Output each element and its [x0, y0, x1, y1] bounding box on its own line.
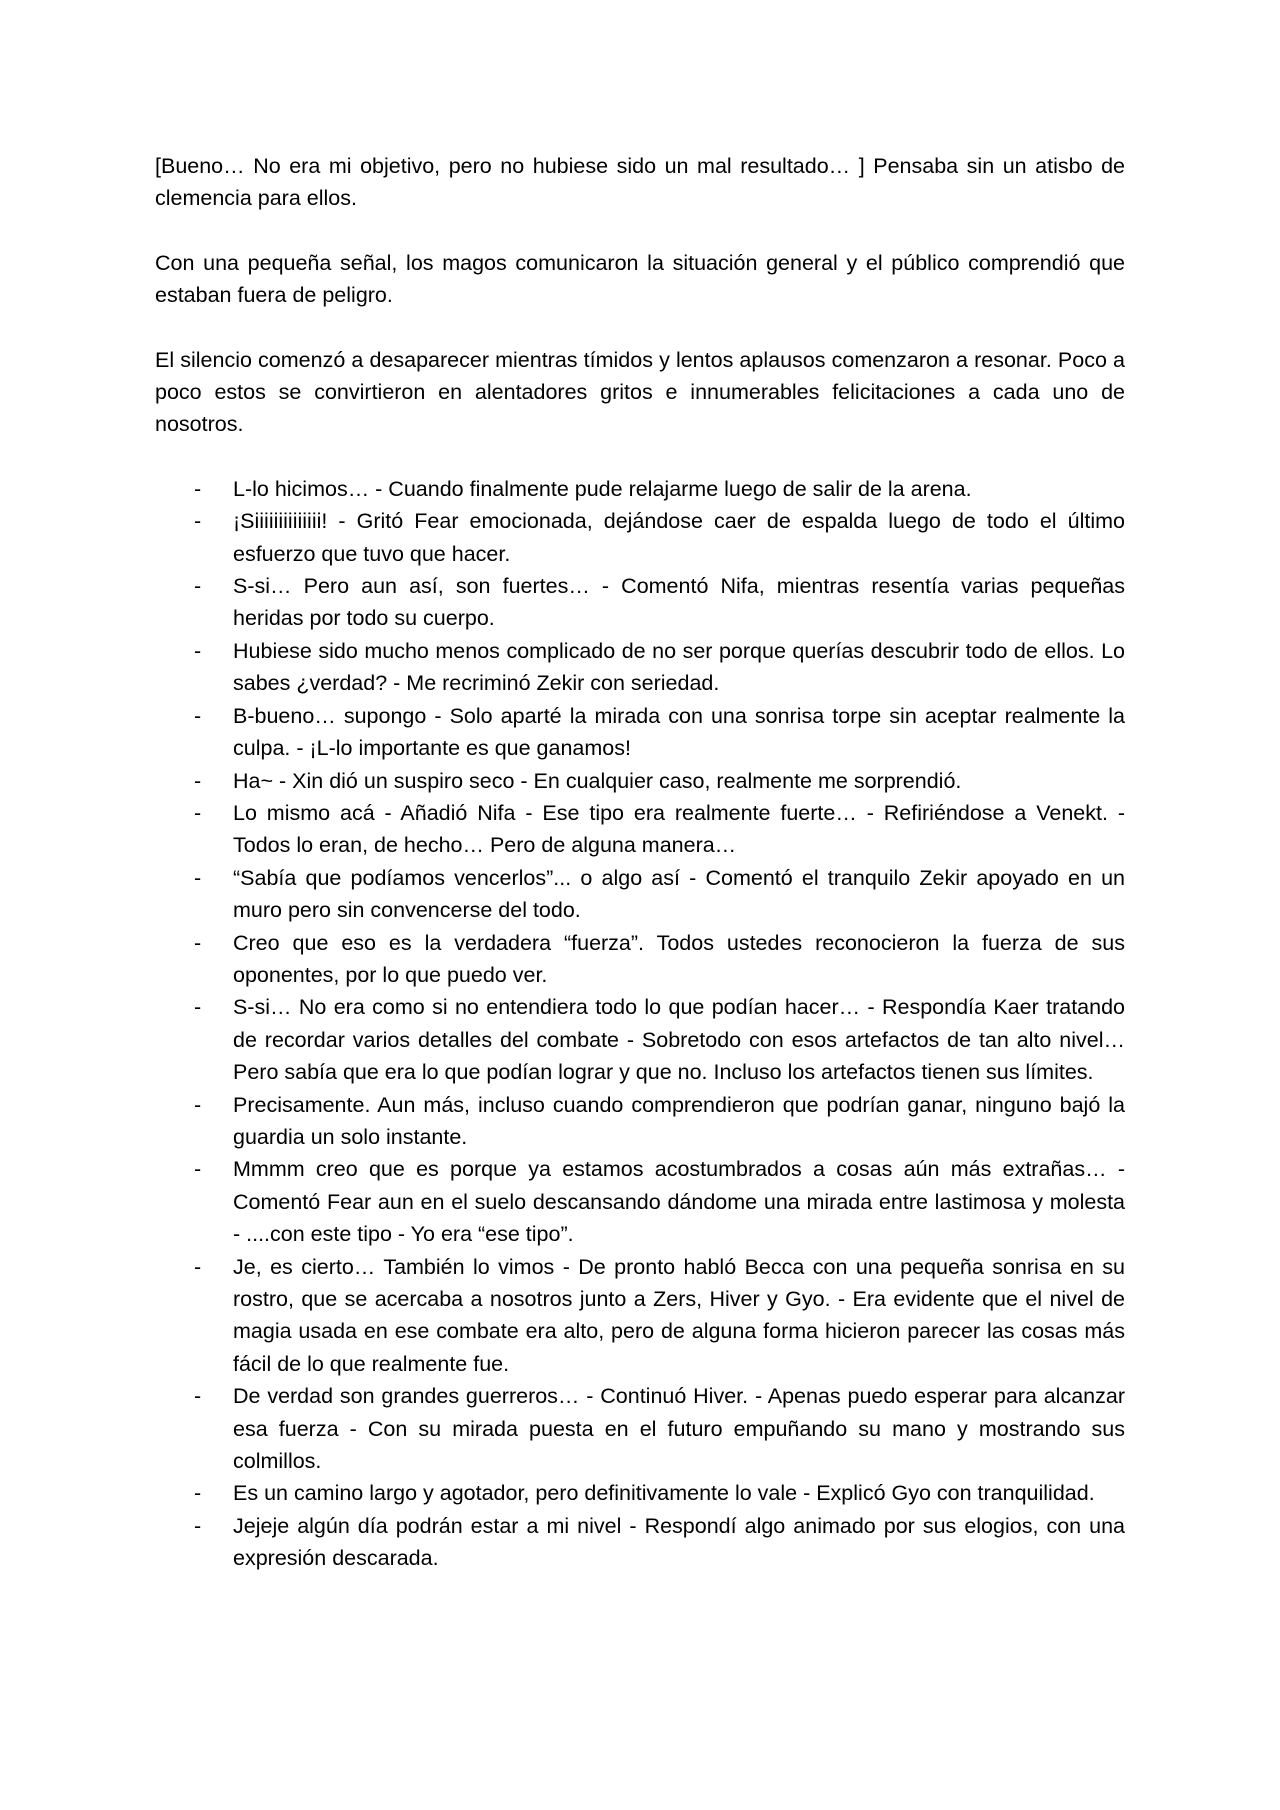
dialogue-line: [155, 1089, 1125, 1154]
dialogue-text: Lo mismo acá - Añadió Nifa - Ese tipo era realmente fuerte… - Refiriéndose a Venekt. - Todos lo eran, de hecho… Pero de alguna manera…: [233, 800, 1125, 858]
dialogue-line: [155, 1251, 1125, 1381]
bullet-dash: -: [194, 865, 202, 890]
dialogue-text: Es un camino largo y agotador, pero definitivamente lo vale - Explicó Gyo con tranquilidad.: [233, 1481, 1095, 1506]
bullet-dash: -: [194, 1513, 202, 1538]
dialogue-text: S-si… No era como si no entendiera todo lo que podían hacer… - Respondía Kaer tratando de recordar varios detalles del combate - Sobretodo con esos artefactos de tan alto nivel… Pero sabía que era lo que podían lograr y que no. Incluso los artefactos tienen sus límites.: [233, 995, 1125, 1085]
dialogue-line: [155, 1477, 1125, 1509]
dialogue-text: “Sabía que podíamos vencerlos”... o algo así - Comentó el tranquilo Zekir apoyado en un muro pero sin convencerse del todo.: [233, 865, 1125, 923]
bullet-dash: -: [194, 476, 202, 501]
bullet-dash: -: [194, 1384, 202, 1409]
dialogue-text: Je, es cierto… También lo vimos - De pronto habló Becca con una pequeña sonrisa en su rostro, que se acercaba a nosotros junto a Zers, Hiver y Gyo. - Era evidente que el nivel de magia usada en ese combate era alto, pero de alguna forma hicieron parecer las cosas más fácil de lo que realmente fue.: [233, 1254, 1125, 1376]
dialogue-line: [155, 1153, 1125, 1250]
dialogue-text: Ha~ - Xin dió un suspiro seco - En cualquier caso, realmente me sorprendió.: [233, 768, 962, 793]
narrative-paragraph: El silencio comenzó a desaparecer mientras tímidos y lentos aplausos comenzaron a resonar. Poco a poco estos se convirtieron en alentadores gritos e innumerables felicitaciones a cada uno de nosotros.: [155, 347, 1125, 437]
dialogue-line: [155, 991, 1125, 1088]
dialogue-text: Mmmm creo que es porque ya estamos acostumbrados a cosas aún más extrañas… - Comentó Fear aun en el suelo descansando dándome una mirada entre lastimosa y molesta - ....con este tipo - Yo era “ese tipo”.: [233, 1157, 1125, 1247]
dialogue-text: B-bueno… supongo - Solo aparté la mirada con una sonrisa torpe sin aceptar realmente la culpa. - ¡L-lo importante es que ganamos!: [233, 703, 1125, 761]
document-page: [155, 150, 1125, 1575]
bullet-dash: -: [194, 638, 202, 663]
dialogue-text: Creo que eso es la verdadera “fuerza”. Todos ustedes reconocieron la fuerza de sus oponentes, por lo que puedo ver.: [233, 930, 1125, 987]
narrative-paragraph: [Bueno… No era mi objetivo, pero no hubiese sido un mal resultado… ] Pensaba sin un atisbo de clemencia para ellos.: [155, 154, 1125, 211]
bullet-dash: -: [194, 703, 202, 728]
bullet-dash: -: [194, 930, 202, 955]
bullet-dash: -: [194, 768, 202, 793]
dialogue-line: [155, 505, 1125, 570]
dialogue-line: [155, 927, 1125, 992]
dialogue-line: [155, 570, 1125, 635]
dialogue-line: [155, 700, 1125, 765]
dialogue-text: Precisamente. Aun más, incluso cuando comprendieron que podrían ganar, ninguno bajó la guardia un solo instante.: [233, 1092, 1125, 1149]
dialogue-line: [155, 765, 1125, 797]
bullet-dash: -: [194, 995, 202, 1020]
dialogue-line: [155, 797, 1125, 862]
bullet-dash: -: [194, 574, 202, 599]
dialogue-line: [155, 473, 1125, 505]
bullet-dash: -: [194, 1481, 202, 1506]
bullet-dash: -: [194, 509, 202, 534]
dialogue-text: Jejeje algún día podrán estar a mi nivel - Respondí algo animado por sus elogios, con una expresión descarada.: [233, 1513, 1125, 1571]
bullet-dash: -: [194, 1254, 202, 1279]
dialogue-text: De verdad son grandes guerreros… - Continuó Hiver. - Apenas puedo esperar para alcanzar esa fuerza - Con su mirada puesta en el futuro empuñando su mano y mostrando sus colmillos.: [233, 1384, 1125, 1474]
narrative-paragraph: Con una pequeña señal, los magos comunicaron la situación general y el público comprendió que estaban fuera de peligro.: [155, 250, 1125, 308]
bullet-dash: -: [194, 800, 202, 825]
dialogue-line: [155, 635, 1125, 700]
dialogue-line: [155, 1380, 1125, 1477]
dialogue-line: [155, 1510, 1125, 1575]
bullet-dash: -: [194, 1092, 202, 1117]
dialogue-text: ¡Siiiiiiiiiiiiii! - Gritó Fear emocionada, dejándose caer de espalda luego de todo el último esfuerzo que tuvo que hacer.: [233, 509, 1125, 566]
dialogue-text: L-lo hicimos… - Cuando finalmente pude relajarme luego de salir de la arena.: [233, 476, 972, 501]
dialogue-text: Hubiese sido mucho menos complicado de no ser porque querías descubrir todo de ellos. Lo sabes ¿verdad? - Me recriminó Zekir con seriedad.: [233, 638, 1125, 696]
dialogue-list: [155, 473, 1125, 1575]
dialogue-text: S-si… Pero aun así, son fuertes… - Comentó Nifa, mientras resentía varias pequeñas heridas por todo su cuerpo.: [233, 574, 1125, 631]
dialogue-line: [155, 862, 1125, 927]
bullet-dash: -: [194, 1157, 202, 1182]
